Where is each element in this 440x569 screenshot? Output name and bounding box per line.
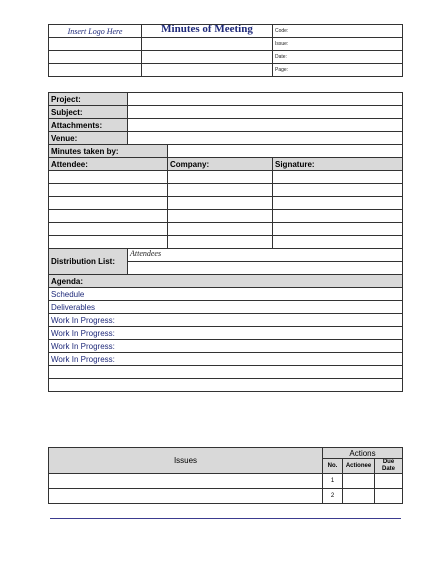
project-field[interactable] [128, 93, 403, 106]
header-table [48, 24, 403, 77]
agenda-item[interactable]: Work In Progress: [49, 340, 403, 353]
venue-field[interactable] [128, 132, 403, 145]
attendee-cell[interactable] [49, 236, 168, 249]
agenda-item[interactable]: Work In Progress: [49, 353, 403, 366]
distribution-field[interactable] [128, 262, 403, 275]
signature-cell[interactable] [273, 223, 403, 236]
page-field[interactable]: Page: [273, 64, 403, 77]
company-cell[interactable] [168, 236, 273, 249]
signature-cell[interactable] [273, 197, 403, 210]
project-label: Project: [49, 93, 128, 106]
actionee-cell[interactable] [343, 474, 375, 489]
company-cell[interactable] [168, 210, 273, 223]
company-header: Company: [168, 158, 273, 171]
header-cell[interactable] [49, 51, 142, 64]
issue-field[interactable]: Issue: [273, 38, 403, 51]
document-title: Minutes of Meeting [142, 25, 273, 38]
company-cell[interactable] [168, 171, 273, 184]
company-cell[interactable] [168, 223, 273, 236]
header-cell[interactable] [49, 38, 142, 51]
logo-placeholder[interactable]: Insert Logo Here [49, 25, 142, 38]
issue-number: 2 [323, 489, 343, 504]
actionee-header: Actionee [343, 459, 375, 474]
agenda-label: Agenda: [49, 275, 403, 288]
header-cell[interactable] [49, 64, 142, 77]
distribution-list-label: Distribution List: [49, 249, 128, 275]
attendee-header: Attendee: [49, 158, 168, 171]
attendee-cell[interactable] [49, 223, 168, 236]
issue-cell[interactable] [49, 474, 323, 489]
issue-number: 1 [323, 474, 343, 489]
issues-table [48, 447, 403, 504]
no-header: No. [323, 459, 343, 474]
code-field[interactable]: Code: [273, 25, 403, 38]
signature-cell[interactable] [273, 236, 403, 249]
attachments-label: Attachments: [49, 119, 128, 132]
agenda-item[interactable]: Work In Progress: [49, 314, 403, 327]
company-cell[interactable] [168, 197, 273, 210]
attendee-cell[interactable] [49, 197, 168, 210]
header-cell[interactable] [142, 64, 273, 77]
signature-header: Signature: [273, 158, 403, 171]
agenda-item[interactable]: Deliverables [49, 301, 403, 314]
header-cell[interactable] [142, 38, 273, 51]
attachments-field[interactable] [128, 119, 403, 132]
distribution-attendees[interactable]: Attendees [128, 249, 403, 262]
agenda-item[interactable] [49, 366, 403, 379]
due-date-cell[interactable] [375, 489, 403, 504]
header-cell[interactable] [142, 51, 273, 64]
due-date-cell[interactable] [375, 474, 403, 489]
subject-label: Subject: [49, 106, 128, 119]
minutes-taken-by-field[interactable] [168, 145, 403, 158]
signature-cell[interactable] [273, 184, 403, 197]
meeting-info-table [48, 92, 403, 392]
venue-label: Venue: [49, 132, 128, 145]
footer-divider [50, 518, 401, 519]
actionee-cell[interactable] [343, 489, 375, 504]
agenda-item[interactable]: Work In Progress: [49, 327, 403, 340]
date-field[interactable]: Date: [273, 51, 403, 64]
company-cell[interactable] [168, 184, 273, 197]
due-date-header: Due Date [375, 459, 403, 474]
attendee-cell[interactable] [49, 184, 168, 197]
signature-cell[interactable] [273, 171, 403, 184]
agenda-item[interactable] [49, 379, 403, 392]
actions-header: Actions [323, 448, 403, 459]
attendee-cell[interactable] [49, 171, 168, 184]
agenda-item[interactable]: Schedule [49, 288, 403, 301]
subject-field[interactable] [128, 106, 403, 119]
issue-cell[interactable] [49, 489, 323, 504]
signature-cell[interactable] [273, 210, 403, 223]
attendee-cell[interactable] [49, 210, 168, 223]
issues-header: Issues [49, 448, 323, 474]
minutes-taken-by-label: Minutes taken by: [49, 145, 168, 158]
